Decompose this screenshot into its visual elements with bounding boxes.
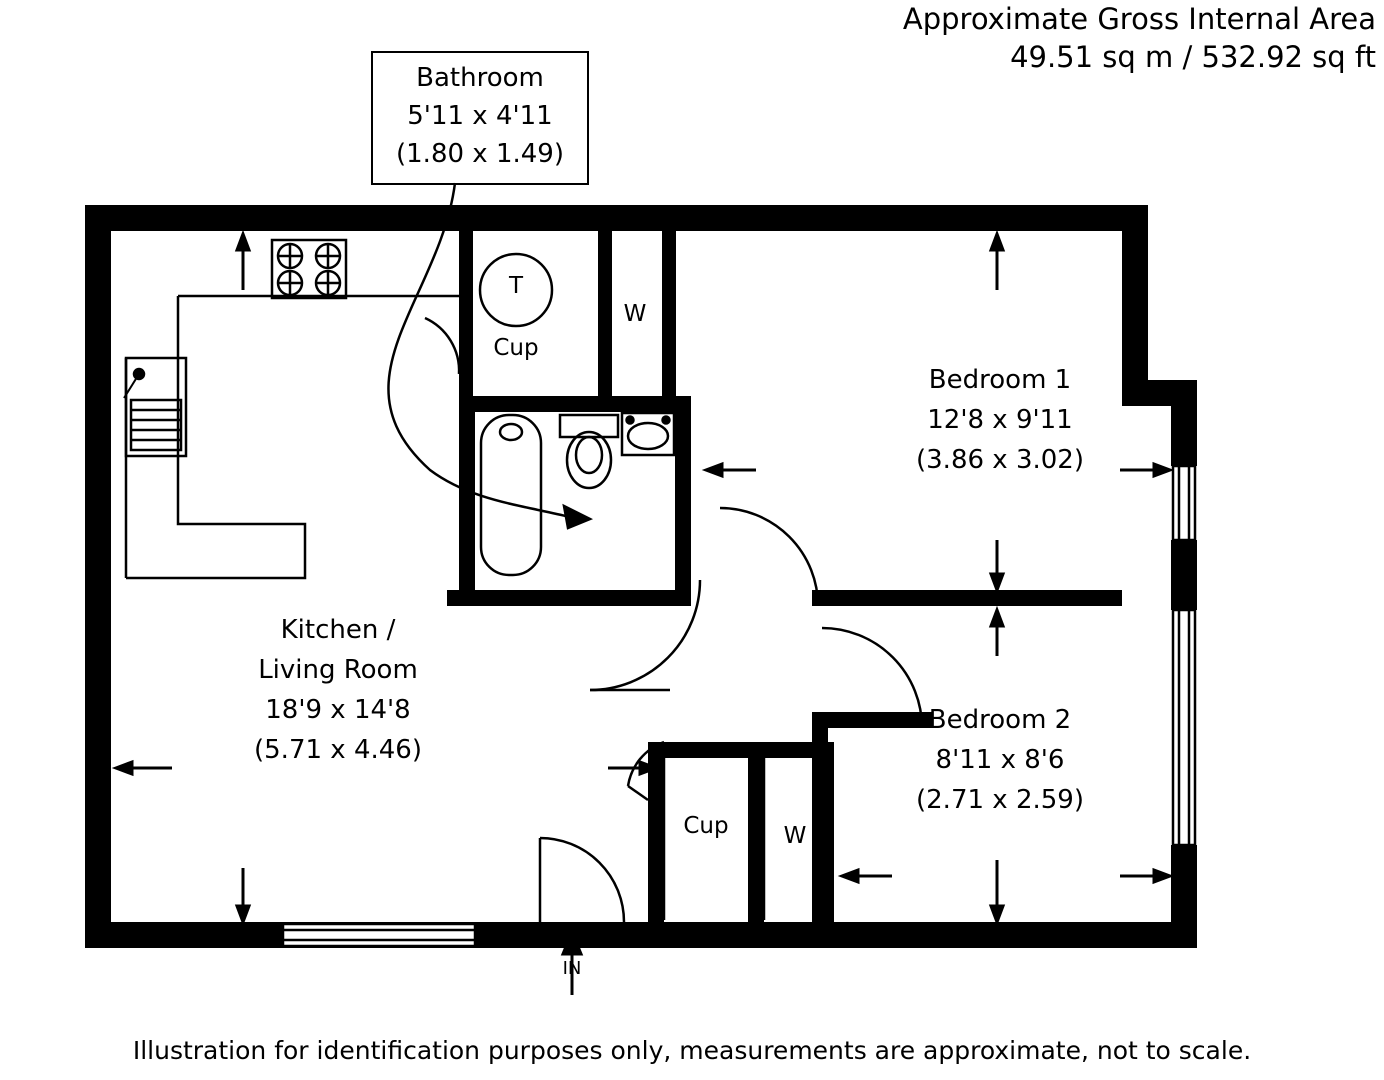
bath-fixture <box>481 415 541 575</box>
bedroom2-metric: (2.71 x 2.59) <box>916 785 1084 815</box>
area-line-2: 49.51 sq m / 532.92 sq ft <box>1010 40 1376 74</box>
bathroom-name: Bathroom <box>416 63 544 93</box>
kitchen-name-line2: Living Room <box>258 655 418 685</box>
bedroom2-imperial: 8'11 x 8'6 <box>935 745 1065 775</box>
cupboard-bottom-label: Cup <box>683 813 729 839</box>
room-label-kitchen-living <box>188 610 488 770</box>
washer-top-label: W <box>623 301 647 327</box>
cupboard-top-label: Cup <box>493 335 539 361</box>
bedroom1-name: Bedroom 1 <box>928 365 1072 395</box>
disclaimer-note: Illustration for identification purposes only, measurements are approximate, not to scale. <box>132 1036 1252 1065</box>
hob-fixture <box>272 240 346 298</box>
sink-fixture <box>124 358 186 456</box>
washer-bottom-label: W <box>783 823 807 849</box>
washbasin-fixture <box>622 413 674 455</box>
toilet-fixture <box>560 415 618 488</box>
area-line-1: Approximate Gross Internal Area <box>902 2 1376 36</box>
kitchen-imperial: 18'9 x 14'8 <box>265 695 411 725</box>
bedroom1-metric: (3.86 x 3.02) <box>916 445 1084 475</box>
window-bottom-living <box>283 924 475 946</box>
bedroom1-imperial: 12'8 x 9'11 <box>927 405 1073 435</box>
kitchen-name-line1: Kitchen / <box>280 615 396 645</box>
kitchen-metric: (5.71 x 4.46) <box>254 735 422 765</box>
bedroom2-name: Bedroom 2 <box>928 705 1072 735</box>
bathroom-metric: (1.80 x 1.49) <box>396 139 564 169</box>
kitchen-counter <box>126 296 459 578</box>
entrance-label: IN <box>562 958 582 979</box>
tank-label: T <box>508 273 524 299</box>
room-label-bedroom-1 <box>790 360 1210 480</box>
room-label-bedroom-2 <box>790 700 1210 820</box>
bathroom-imperial: 5'11 x 4'11 <box>407 101 553 131</box>
